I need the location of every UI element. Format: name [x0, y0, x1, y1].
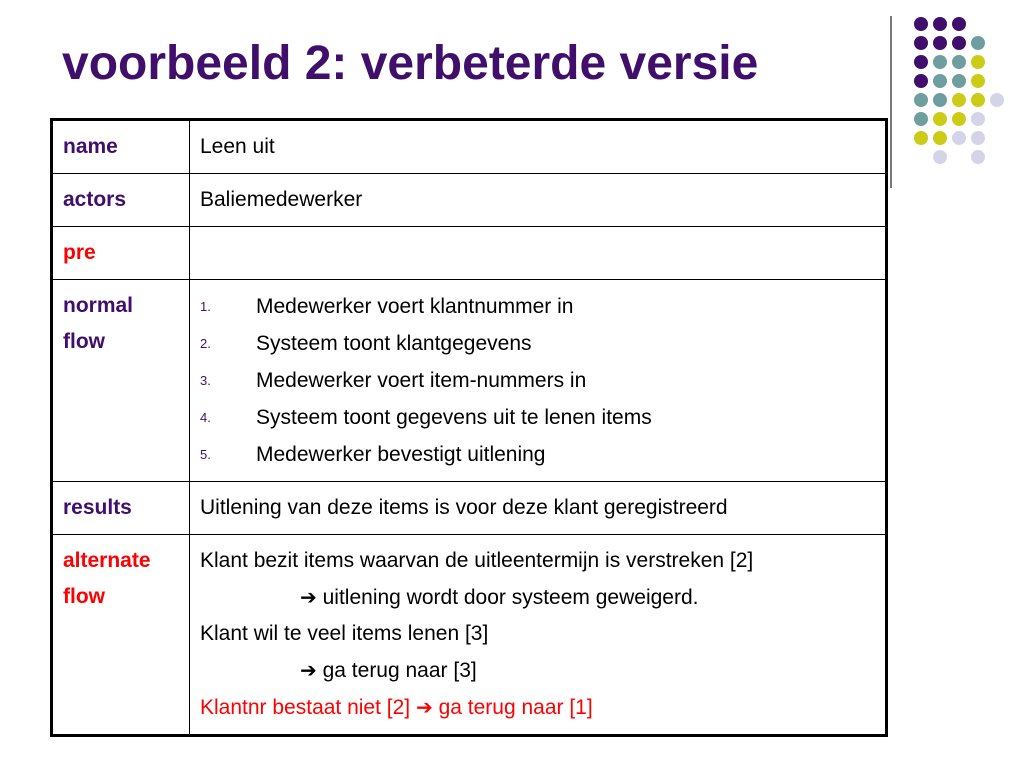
list-item: [200, 362, 875, 399]
normal-flow-steps: [200, 288, 875, 473]
step-number: 4.: [200, 410, 211, 425]
row-value-results: Uitlening van deze items is voor deze klant geregistreerd: [190, 482, 887, 535]
row-label-actors: actors: [52, 174, 190, 227]
step-number: 5.: [200, 447, 211, 462]
divider-line: [890, 16, 892, 188]
decorative-dot: [933, 55, 947, 69]
alt-flow-line-2: [200, 579, 875, 616]
row-label-normal-flow: [52, 280, 190, 482]
table-row-name: [52, 120, 887, 174]
decorative-dot: [971, 112, 985, 126]
row-label-name: name: [52, 120, 190, 174]
table-row-results: [52, 482, 887, 535]
row-label-pre: pre: [52, 227, 190, 280]
step-text: Systeem toont klantgegevens: [256, 332, 532, 355]
decorative-dot-grid: [903, 12, 1018, 167]
decorative-dot: [933, 93, 947, 107]
alt-flow-line-4: [200, 652, 875, 689]
decorative-dot: [914, 112, 928, 126]
decorative-dot: [971, 74, 985, 88]
decorative-dot: [933, 150, 947, 164]
row-label-alternate-flow: [52, 535, 190, 736]
decorative-dot: [990, 93, 1004, 107]
row-label-alternate-flow-line1: alternate: [63, 549, 151, 572]
decorative-dot: [952, 55, 966, 69]
table-row-actors: [52, 174, 887, 227]
step-text: Medewerker bevestigt uitlening: [256, 443, 546, 466]
decorative-dot: [952, 74, 966, 88]
row-value-actors: Baliemedewerker: [190, 174, 887, 227]
decorative-dot: [971, 131, 985, 145]
row-value-normal-flow: [190, 280, 887, 482]
step-number: 1.: [200, 299, 211, 314]
step-number: 3.: [200, 373, 211, 388]
decorative-dot: [952, 93, 966, 107]
use-case-table: [50, 118, 888, 737]
decorative-dot: [914, 93, 928, 107]
row-value-alternate-flow: [190, 535, 887, 736]
alt-flow-line-4-text: ga terug naar [3]: [322, 659, 477, 682]
decorative-dot: [933, 17, 947, 31]
decorative-dot: [971, 36, 985, 50]
alt-flow-line-5: [200, 689, 875, 726]
row-value-name: Leen uit: [190, 120, 887, 174]
decorative-dot: [952, 112, 966, 126]
step-number: 2.: [200, 336, 211, 351]
decorative-dot: [933, 112, 947, 126]
arrow-right-icon: ➔: [415, 695, 433, 719]
row-label-normal-flow-line1: normal: [63, 294, 134, 317]
row-label-normal-flow-line2: flow: [63, 330, 105, 353]
decorative-dot: [933, 74, 947, 88]
decorative-dot: [914, 74, 928, 88]
decorative-dot: [952, 17, 966, 31]
step-text: Medewerker voert item-nummers in: [256, 369, 587, 392]
alt-flow-line-2-text: uitlening wordt door systeem geweigerd.: [322, 586, 699, 609]
decorative-dot: [971, 150, 985, 164]
list-item: [200, 325, 875, 362]
arrow-right-icon: ➔: [300, 585, 317, 609]
decorative-dot: [971, 55, 985, 69]
table-row-normal-flow: [52, 280, 887, 482]
decorative-dot: [914, 131, 928, 145]
decorative-dot: [914, 17, 928, 31]
list-item: [200, 436, 875, 473]
alt-flow-line-3: Klant wil te veel items lenen [3]: [200, 622, 489, 645]
table-row-alternate-flow: [52, 535, 887, 736]
alt-flow-line-5-part2: ga terug naar [1]: [438, 696, 593, 719]
alt-flow-line-5-part1: Klantnr bestaat niet [2]: [200, 696, 411, 719]
decorative-dot: [952, 36, 966, 50]
step-text: Medewerker voert klantnummer in: [256, 295, 574, 318]
decorative-dot: [952, 131, 966, 145]
arrow-right-icon: ➔: [300, 658, 317, 682]
slide-title: voorbeeld 2: verbeterde versie: [62, 37, 759, 90]
list-item: [200, 399, 875, 436]
decorative-dot: [914, 36, 928, 50]
row-label-alternate-flow-line2: flow: [63, 585, 105, 608]
decorative-dot: [914, 55, 928, 69]
row-value-pre: [190, 227, 887, 280]
table-row-pre: [52, 227, 887, 280]
step-text: Systeem toont gegevens uit te lenen items: [256, 406, 652, 429]
list-item: [200, 288, 875, 325]
row-label-results: results: [52, 482, 190, 535]
decorative-dot: [971, 93, 985, 107]
decorative-dot: [933, 131, 947, 145]
decorative-dot: [933, 36, 947, 50]
alt-flow-line-1: Klant bezit items waarvan de uitleentermijn is verstreken [2]: [200, 549, 754, 572]
